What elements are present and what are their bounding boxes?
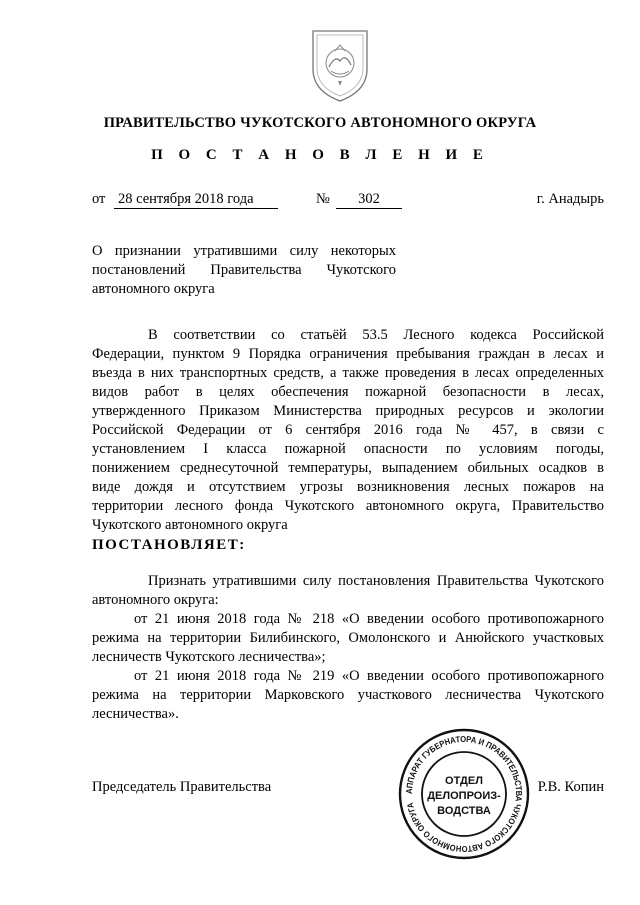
- subject-line: О признании утратившими силу некоторых: [92, 243, 396, 259]
- disposition-line: лесничеств Чукотского лесничества»;: [92, 649, 326, 665]
- preamble-line: утвержденного Приказом Министерства природных ресурсов и экологии: [92, 403, 604, 419]
- signatory-name: Р.В. Копин: [537, 779, 604, 795]
- preamble-line: Федерации, пунктом 9 Порядка ограничения пребывания граждан в лесах и: [92, 346, 604, 362]
- preamble-line: виде дождя и отсутствием угрозы возникновения лесных пожаров на: [92, 479, 604, 495]
- resolve-heading: ПОСТАНОВЛЯЕТ:: [92, 537, 246, 553]
- document-meta-line: [92, 191, 604, 211]
- coat-of-arms-icon: [305, 25, 375, 105]
- disposition-line: автономного округа:: [92, 592, 219, 608]
- disposition-line: от 21 июня 2018 года № 219 «О введении особого противопожарного: [134, 668, 604, 684]
- preamble-line: территории лесного фонда Чукотского автономного округа, Правительство: [92, 498, 604, 514]
- stamp-center-line: ВОДСТВА: [437, 805, 491, 817]
- preamble-line: Российской Федерации от 6 сентября 2016 года № 457, в связи с: [92, 422, 604, 438]
- stamp-center-line: ДЕЛОПРОИЗ-: [427, 790, 501, 802]
- document-date: 28 сентября 2018 года: [114, 191, 278, 209]
- preamble-paragraph: [92, 326, 604, 535]
- disposition-line: режима на территории Марковского участкового лесничества Чукотского: [92, 687, 604, 703]
- preamble-line: Чукотского автономного округа: [92, 517, 288, 533]
- preamble-line: понижением среднесуточной температуры, выпадением обильных осадков в: [92, 460, 604, 476]
- preamble-line: В соответствии со статьёй 53.5 Лесного кодекса Российской: [148, 327, 604, 343]
- document-number: 302: [336, 191, 402, 209]
- preamble-line: видов работ в целях обеспечения пожарной безопасности в лесах,: [92, 384, 604, 400]
- stamp-ring-text: АППАРАТ ГУБЕРНАТОРА И ПРАВИТЕЛЬСТВА ЧУКОТСКОГО АВТОНОМНОГО ОКРУГА: [403, 733, 525, 855]
- document-subject: [92, 242, 396, 299]
- number-sign: №: [316, 191, 330, 207]
- date-prefix: от: [92, 191, 106, 207]
- preamble-line: установлением I класса пожарной опасности по условиям погоды,: [92, 441, 604, 457]
- preamble-line: въезда в них транспортных средств, а также проведения в лесах определенных: [92, 365, 604, 381]
- document-city: г. Анадырь: [536, 191, 604, 207]
- subject-line: постановлений Правительства Чукотского: [92, 262, 396, 278]
- disposition-line: Признать утратившими силу постановления Правительства Чукотского: [148, 573, 604, 589]
- government-title: ПРАВИТЕЛЬСТВО ЧУКОТСКОГО АВТОНОМНОГО ОКРУГА: [103, 115, 537, 131]
- stamp-center-line: ОТДЕЛ: [445, 775, 483, 787]
- subject-line: автономного округа: [92, 281, 215, 297]
- disposition-line: режима на территории Билибинского, Омолонского и Анюйского участковых: [92, 630, 604, 646]
- signatory-position: Председатель Правительства: [92, 779, 272, 795]
- document-type-title: П О С Т А Н О В Л Е Н И Е: [151, 147, 489, 163]
- disposition-line: от 21 июня 2018 года № 218 «О введении особого противопожарного: [134, 611, 604, 627]
- disposition-line: лесничества».: [92, 706, 179, 722]
- disposition-section: [92, 572, 604, 724]
- office-stamp-icon: [397, 727, 531, 861]
